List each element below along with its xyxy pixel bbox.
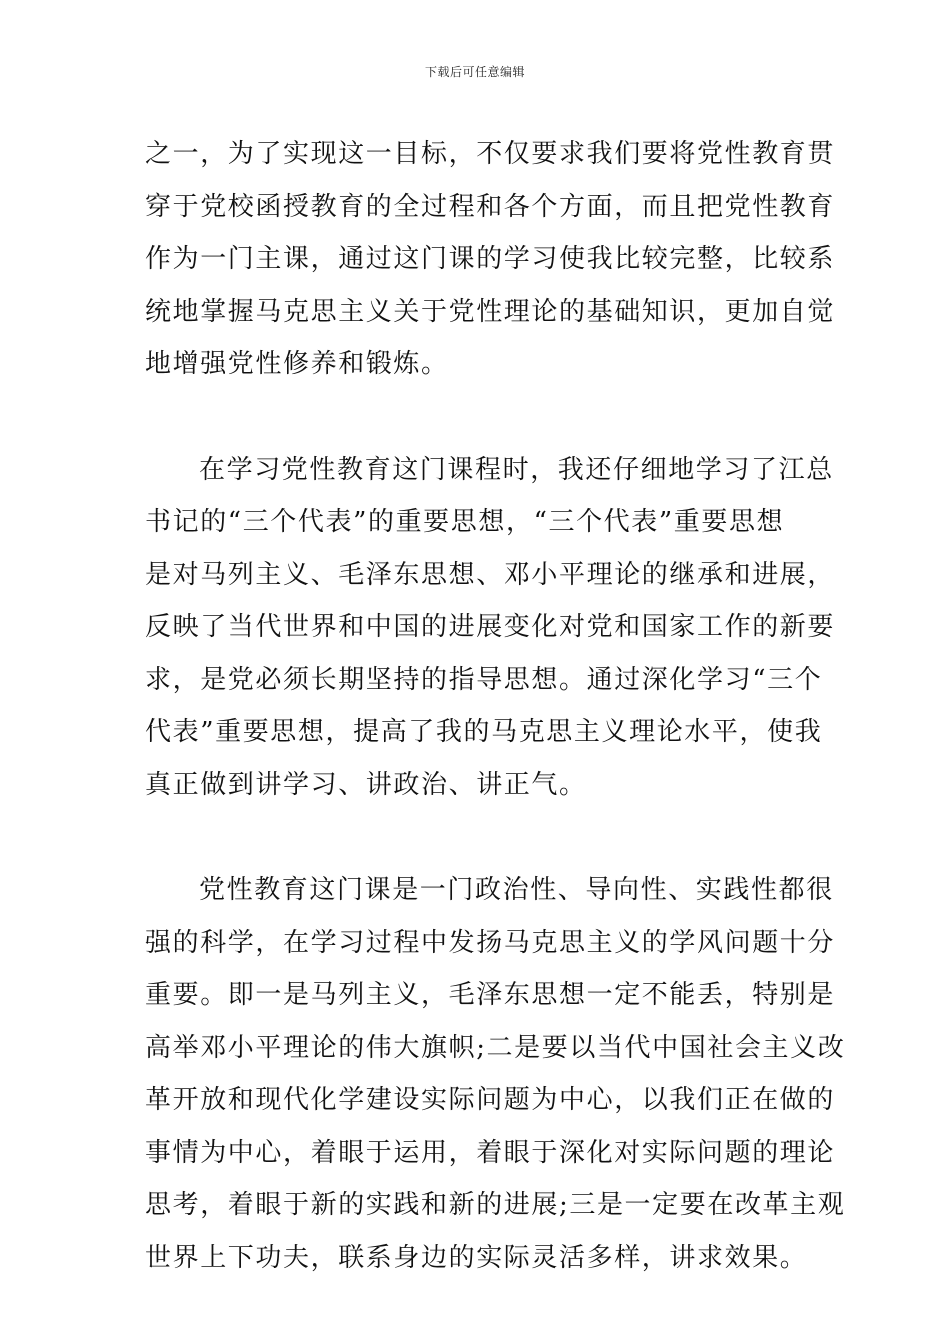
paragraph-line: 穿于党校函授教育的全过程和各个方面，而且把党性教育: [145, 191, 836, 222]
paragraph-line: 党性教育这门课是一门政治性、导向性、实践性都很: [199, 875, 834, 905]
paragraph-line: 世界上下功夫，联系身边的实际灵活多样，讲求效果。: [145, 1242, 808, 1273]
paragraph-line: 真正做到讲学习、讲政治、讲正气。: [145, 769, 587, 800]
paragraph-line: 思考，着眼于新的实践和新的进展;三是一定要在改革主观: [145, 1190, 846, 1220]
paragraph-line: 高举邓小平理论的伟大旗帜;二是要以当代中国社会主义改: [145, 1032, 846, 1063]
paragraph-line: 地增强党性修养和锻炼。: [145, 349, 449, 379]
paragraph-line: 革开放和现代化学建设实际问题为中心，以我们正在做的: [145, 1085, 836, 1115]
paragraph-line: 重要。即一是马列主义，毛泽东思想一定不能丢，特别是: [145, 980, 836, 1010]
paragraph-3: [145, 864, 846, 1284]
paragraph-line: 在学习党性教育这门课程时，我还仔细地学习了江总: [199, 454, 834, 485]
paragraph-line: 事情为中心，着眼于运用，着眼于深化对实际问题的理论: [145, 1137, 836, 1168]
paragraph-1: [145, 128, 836, 391]
paragraph-line: 是对马列主义、毛泽东思想、邓小平理论的继承和进展，: [145, 559, 836, 590]
page-header: 下载后可任意编辑: [424, 65, 525, 79]
paragraph-line: 统地掌握马克思主义关于党性理论的基础知识，更加自觉: [145, 296, 836, 327]
paragraph-line: 强的科学，在学习过程中发扬马克思主义的学风问题十分: [145, 927, 836, 958]
paragraph-2: [145, 444, 836, 812]
paragraph-line: 代表”重要思想，提高了我的马克思主义理论水平，使我: [145, 717, 823, 747]
paragraph-line: 作为一门主课，通过这门课的学习使我比较完整，比较系: [145, 244, 836, 274]
paragraph-line: 反映了当代世界和中国的进展变化对党和国家工作的新要: [145, 612, 836, 642]
paragraph-line: 之一，为了实现这一目标，不仅要求我们要将党性教育贯: [145, 139, 836, 169]
paragraph-line: 求，是党必须长期坚持的指导思想。通过深化学习“三个: [145, 664, 823, 695]
paragraph-spacer: [145, 811, 817, 864]
document-body: [145, 128, 846, 1284]
paragraph-line: 书记的“三个代表”的重要思想，“三个代表”重要思想: [145, 507, 785, 537]
paragraph-spacer: [145, 391, 817, 444]
